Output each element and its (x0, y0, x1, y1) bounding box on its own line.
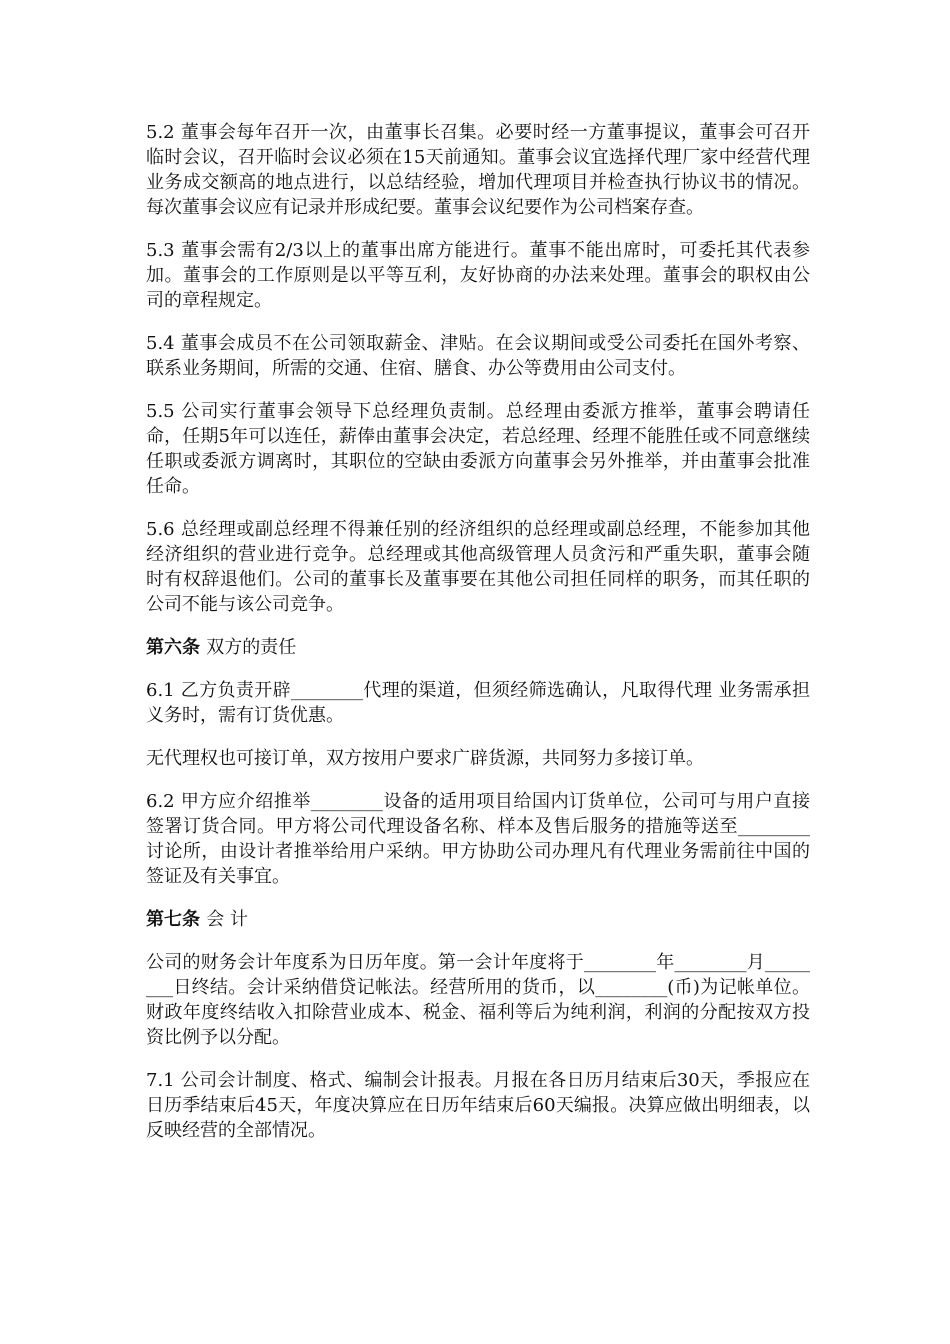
article-6-title: 双方的责任 (206, 637, 297, 658)
clause-5-5: 5.5 公司实行董事会领导下总经理负责制。总经理由委派方推举，董事会聘请任命，任期5年可以连任，薪俸由董事会决定，若总经理、经理不能胜任或不同意继续任职或委派方调离时，其职位的空缺由委派方向董事会另外推举，并由董事会批准任命。 (146, 401, 810, 497)
article-7-title: 会 计 (206, 909, 249, 930)
clause-5-4: 5.4 董事会成员不在公司领取薪金、津贴。在会议期间或受公司委托在国外考察、联系业务期间，所需的交通、住宿、膳食、办公等费用由公司支付。 (146, 333, 810, 379)
article-7-label: 第七条 (146, 909, 200, 930)
clause-5-3: 5.3 董事会需有2/3以上的董事出席方能进行。董事不能出席时，可委托其代表参加。董事会的工作原则是以平等互利，友好协商的办法来处理。董事会的职权由公司的章程规定。 (146, 240, 810, 311)
article-6-heading (146, 635, 810, 660)
clause-6-1: 6.1 乙方负责开辟________代理的渠道，但须经筛选确认，凡取得代理 业务需承担义务时，需有订货优惠。 (146, 680, 810, 726)
document-page (146, 120, 810, 1161)
article-6-label: 第六条 (146, 637, 200, 658)
clause-6-2: 6.2 甲方应介绍推举________设备的适用项目给国内订货单位，公司可与用户直接签署订货合同。甲方将公司代理设备名称、样本及售后服务的措施等送至________讨论所，由设计者推举给用户采纳。甲方协助公司办理凡有代理业务需前往中国的签证及有关事宜。 (146, 791, 810, 887)
article-7-heading (146, 907, 810, 932)
clause-5-2: 5.2 董事会每年召开一次，由董事长召集。必要时经一方董事提议，董事会可召开临时会议，召开临时会议必须在15天前通知。董事会议宜选择代理厂家中经营代理业务成交额高的地点进行，以总结经验，增加代理项目并检查执行协议书的情况。每次董事会议应有记录并形成纪要。董事会议纪要作为公司档案存查。 (146, 122, 810, 218)
clause-5-6: 5.6 总经理或副总经理不得兼任别的经济组织的总经理或副总经理，不能参加其他经济组织的营业进行竞争。总经理或其他高级管理人员贪污和严重失职，董事会随时有权辞退他们。公司的董事长及董事要在其他公司担任同样的职务，而其任职的公司不能与该公司竞争。 (146, 519, 810, 615)
clause-7-1: 7.1 公司会计制度、格式、编制会计报表。月报在各日历月结束后30天，季报应在日历季结束后45天，年度决算应在日历年结束后60天编报。决算应做出明细表，以反映经营的全部情况。 (146, 1070, 810, 1141)
clause-6-1-note: 无代理权也可接订单，双方按用户要求广辟货源，共同努力多接订单。 (146, 748, 704, 769)
clause-7-intro: 公司的财务会计年度系为日历年度。第一会计年度将于________年________月________日终结。会计采纳借贷记帐法。经营所用的货币，以________(币)为记帐单位。财政年度终结收入扣除营业成本、税金、福利等后为纯利润，利润的分配按双方投资比例予以分配。 (146, 952, 810, 1048)
